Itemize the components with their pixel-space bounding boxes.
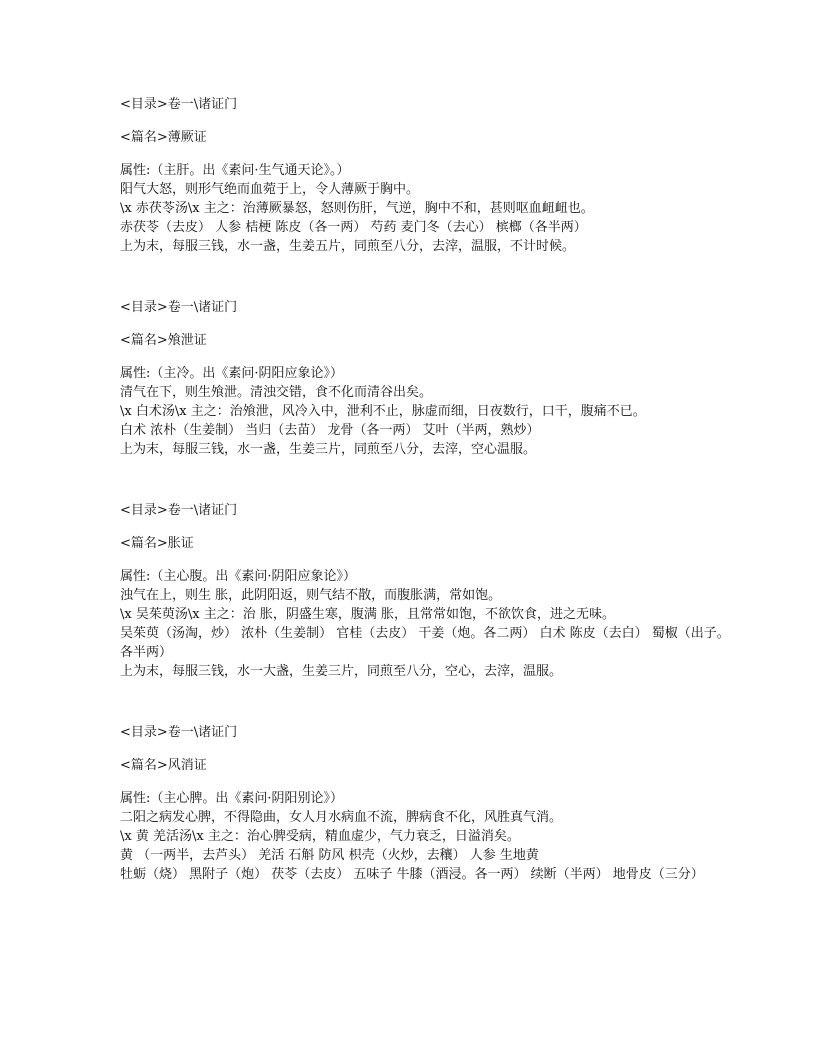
- text-line: 吴茱萸（汤淘，炒） 浓朴（生姜制） 官桂（去皮） 干姜（炮。各二两） 白术 陈皮（去白） 蜀椒（出子。各半两）: [120, 626, 730, 660]
- property-line: 属性:（主心腹。出《素问·阴阳应象论》）: [120, 569, 357, 584]
- text-line: 浊气在上，则生 胀，此阴阳返，则气结不散，而腹胀满，常如饱。: [120, 588, 502, 603]
- catalog-line: <目录>卷一\诸证门: [120, 97, 238, 112]
- chapter-title: <篇名>风消证: [120, 758, 207, 773]
- text-line: 上为末，每服三钱，水一盏，生姜五片，同煎至八分，去滓，温服，不计时候。: [120, 239, 576, 254]
- catalog-line: <目录>卷一\诸证门: [120, 503, 238, 518]
- section-zhang: [120, 501, 740, 681]
- property-line: 属性:（主心脾。出《素问·阴阳别论》）: [120, 791, 344, 806]
- text-line: 赤茯苓（去皮） 人参 桔梗 陈皮（各一两） 芍药 麦门冬（去心） 槟榔（各半两）: [120, 220, 587, 235]
- section-bojue: [120, 95, 740, 256]
- chapter-title: <篇名>薄厥证: [120, 130, 207, 145]
- text-line: 阳气大怒，则形气绝而血菀于上，令人薄厥于胸中。: [120, 182, 420, 197]
- text-line: 牡蛎（烧） 黑附子（炮） 茯苓（去皮） 五味子 牛膝（酒浸。各一两） 续断（半两） 地骨皮（三分）: [120, 867, 704, 882]
- catalog-line: <目录>卷一\诸证门: [120, 725, 238, 740]
- property-line: 属性:（主冷。出《素问·阴阳应象论》）: [120, 366, 344, 381]
- text-line: 二阳之病发心脾，不得隐曲，女人月水病血不流，脾病食不化，风胜真气消。: [120, 810, 563, 825]
- text-line: 上为末，每服三钱，水一大盏，生姜三片，同煎至八分，空心，去滓，温服。: [120, 664, 563, 679]
- property-line: 属性:（主肝。出《素问·生气通天论》。）: [120, 163, 350, 178]
- text-line: \x 白术汤\x 主之：治飧泄，风冷入中，泄利不止，脉虚而细，日夜数行，口干，腹痛不已。: [120, 404, 646, 419]
- chapter-title: <篇名>胀证: [120, 536, 194, 551]
- text-line: 清气在下，则生飧泄。清浊交错，食不化而清谷出矣。: [120, 385, 433, 400]
- text-line: \x 黄 羌活汤\x 主之：治心脾受病，精血虚少，气力衰乏，日溢消矣。: [120, 829, 520, 844]
- text-line: \x 赤茯苓汤\x 主之：治薄厥暴怒，怒则伤肝，气逆，胸中不和，甚则呕血衄衄也。: [120, 201, 594, 216]
- section-sunxie: [120, 298, 740, 459]
- chapter-title: <篇名>飧泄证: [120, 333, 207, 348]
- section-fengxiao: [120, 723, 740, 884]
- document-page: [120, 95, 740, 884]
- text-line: 黄 （一两半，去芦头） 羌活 石斛 防风 枳壳（火炒，去穰） 人参 生地黄: [120, 848, 539, 863]
- catalog-line: <目录>卷一\诸证门: [120, 300, 238, 315]
- text-line: 上为末，每服三钱，水一盏，生姜三片，同煎至八分，去滓，空心温服。: [120, 442, 537, 457]
- text-line: \x 吴茱萸汤\x 主之：治 胀，阴盛生寒，腹满 胀，且常常如饱，不欲饮食，进之无味。: [120, 607, 615, 622]
- text-line: 白术 浓朴（生姜制） 当归（去苗） 龙骨（各一两） 艾叶（半两，熟炒）: [120, 423, 540, 438]
